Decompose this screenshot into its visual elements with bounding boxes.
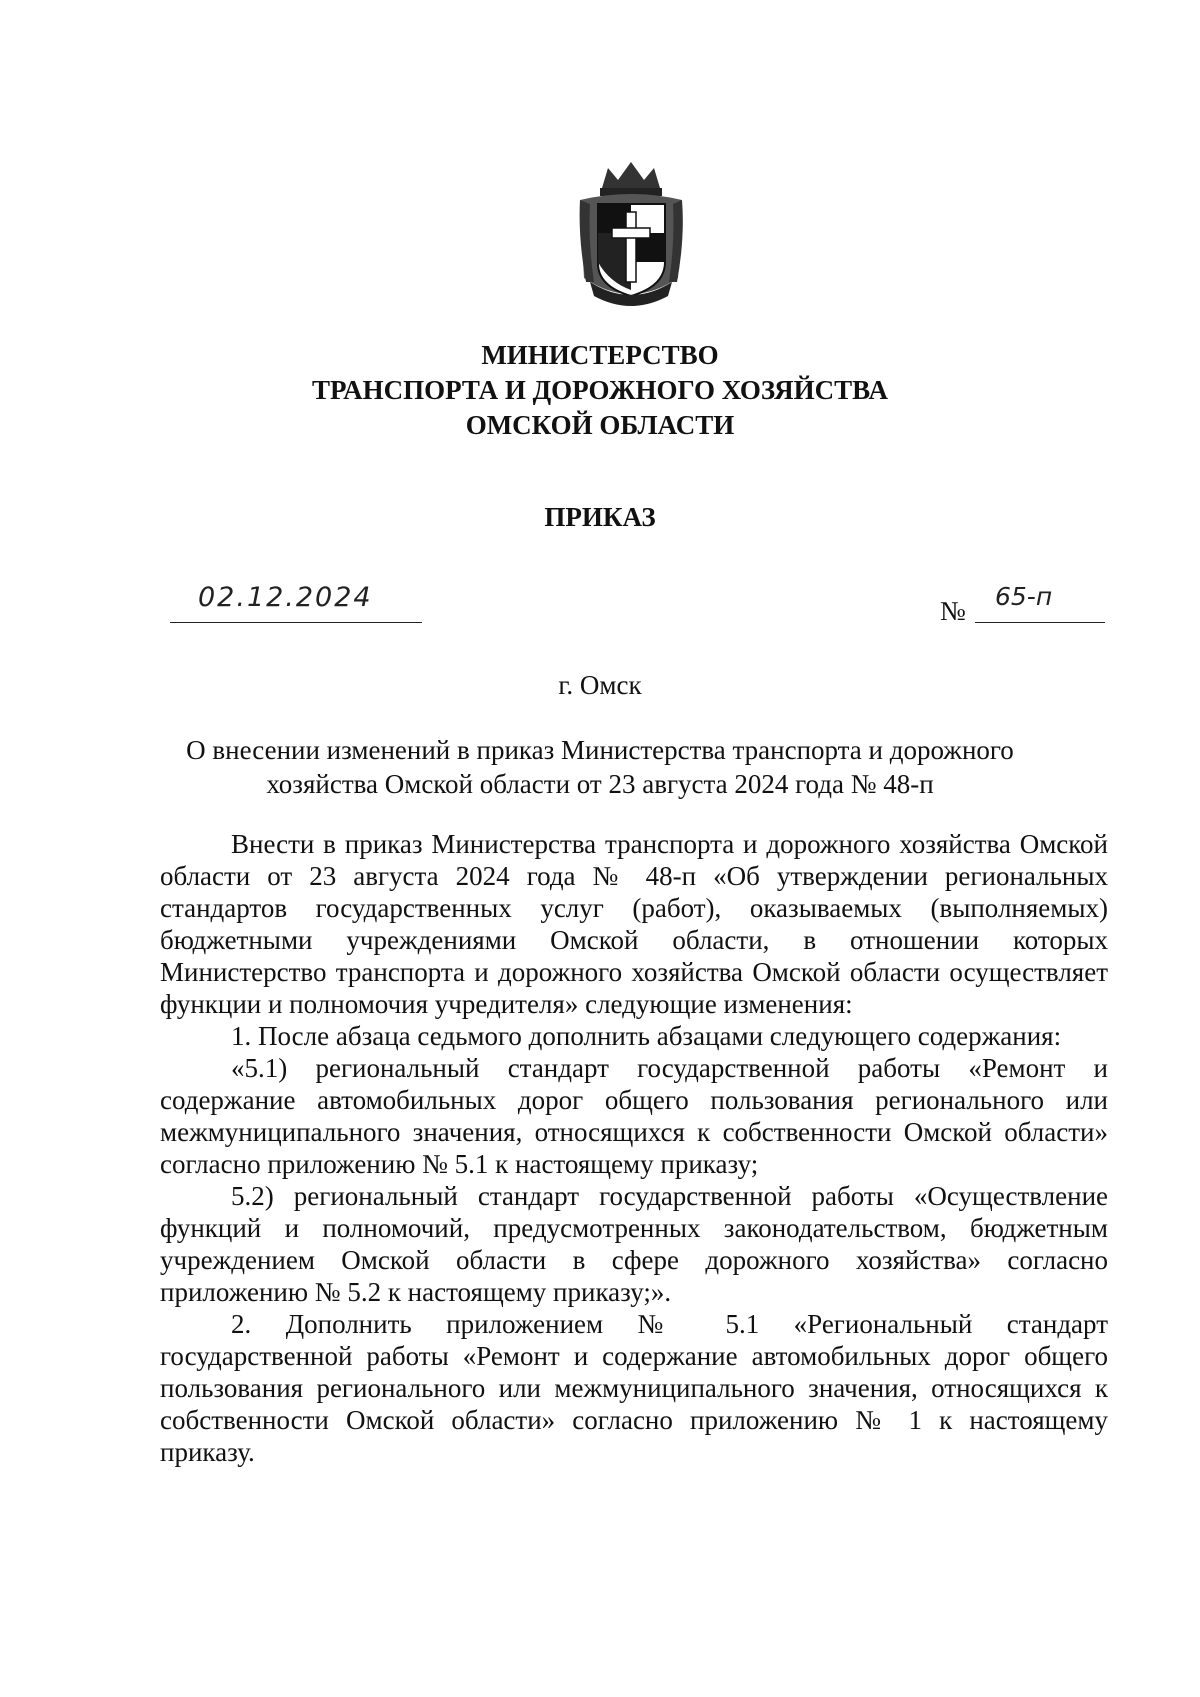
handwritten-date: 02.12.2024 <box>198 582 373 613</box>
body-paragraph: 1. После абзаца седьмого дополнить абзацами следующего содержания: <box>231 1021 1062 1051</box>
order-subject <box>0 733 1200 801</box>
document-type-title: ПРИКАЗ <box>544 502 656 532</box>
handwritten-number: 65-п <box>995 582 1053 611</box>
ministry-line-3: ОМСКОЙ ОБЛАСТИ <box>465 410 735 440</box>
subject-line-2: хозяйства Омской области от 23 августа 2024 года № 48-п <box>266 769 934 799</box>
ministry-line-1: МИНИСТЕРСТВО <box>481 340 719 370</box>
body-paragraph: Внести в приказ Министерства транспорта и дорожного хозяйства Омской области от 23 августа 2024 года № 48-п «Об утверждении региональных стандартов государственных услуг (работ), оказываемых (выполняемых) бюджетными учреждениями Омской области, в отношении которых Министерство транспорта и дорожного хозяйства Омской области осуществляет функции и полномочия учредителя» следующие изменения: <box>160 829 1108 1019</box>
ministry-line-2: ТРАНСПОРТА И ДОРОЖНОГО ХОЗЯЙСТВА <box>312 375 888 405</box>
body-paragraph: «5.1) региональный стандарт государственной работы «Ремонт и содержание автомобильных дорог общего пользования регионального или межмуниципального значения, относящихся к собственности Омской области» согласно приложению № 5.1 к настоящему приказу; <box>160 1053 1108 1179</box>
coat-of-arms-emblem <box>574 158 689 313</box>
date-field <box>170 582 422 623</box>
ministry-name <box>0 338 1200 443</box>
number-label: № <box>940 596 966 626</box>
body-paragraph: 2. Дополнить приложением № 5.1 «Региональный стандарт государственной работы «Ремонт и содержание автомобильных дорог общего пользования регионального или межмуниципального значения, относящихся к собственности Омской области» согласно приложению № 1 к настоящему приказу. <box>160 1309 1108 1467</box>
body-paragraph: 5.2) региональный стандарт государственной работы «Осуществление функций и полномочий, предусмотренных законодательством, бюджетным учреждением Омской области в сфере дорожного хозяйства» согласно приложению № 5.2 к настоящему приказу;». <box>160 1181 1108 1307</box>
number-field <box>975 582 1105 623</box>
order-body <box>160 828 1108 1468</box>
subject-line-1: О внесении изменений в приказ Министерства транспорта и дорожного <box>186 735 1014 765</box>
city-name: г. Омск <box>558 670 642 700</box>
